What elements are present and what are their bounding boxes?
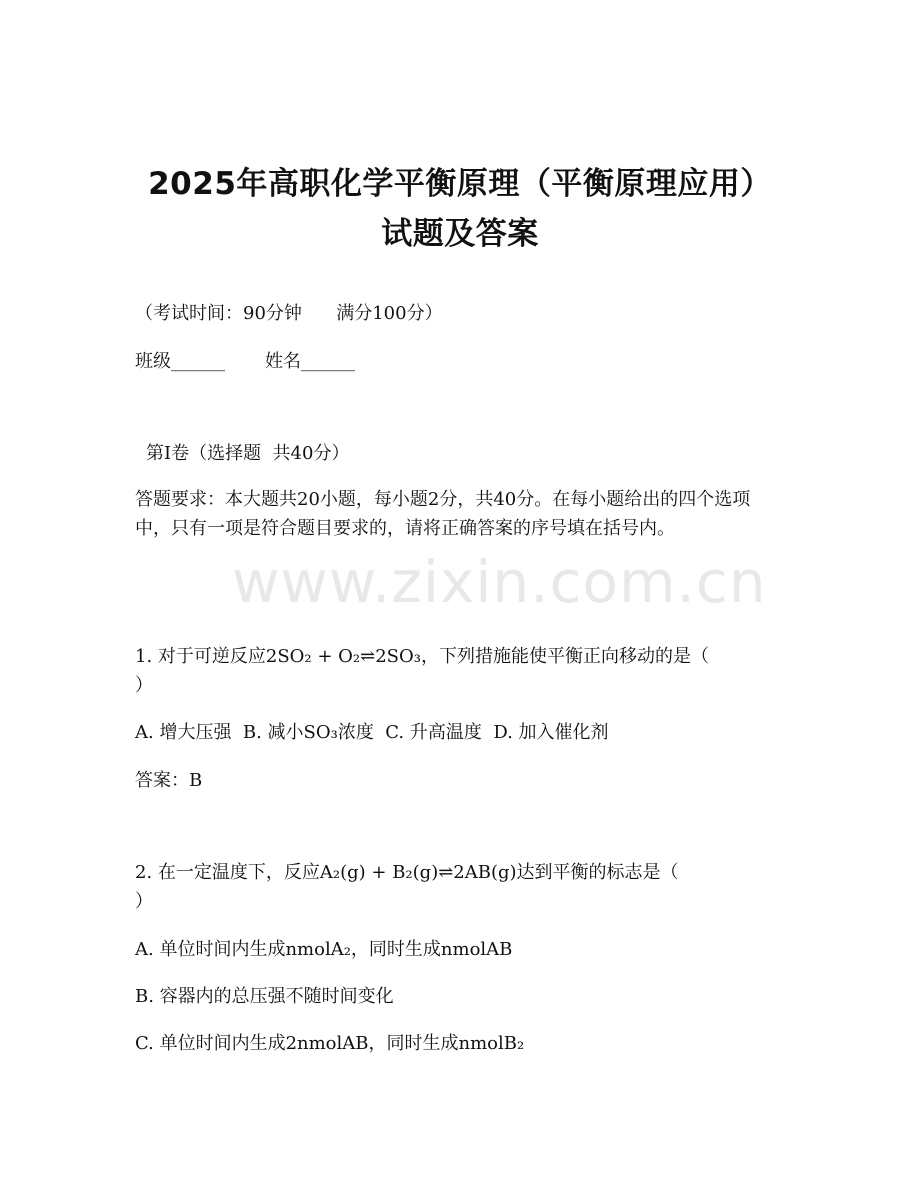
question-1-stem-cont: ） <box>135 675 153 696</box>
question-2-option-a: A. 单位时间内生成nmolA₂，同时生成nmolAB <box>135 939 513 960</box>
question-1-options: A. 增大压强 B. 减小SO₃浓度 C. 升高温度 D. 加入催化剂 <box>135 722 609 743</box>
instructions: 答题要求：本大题共20小题，每小题2分，共40分。在每小题给出的四个选项中，只有一项是符合题目要求的，请将正确答案的序号填在括号内。 <box>135 489 751 539</box>
doc-title-line2: 试题及答案 <box>381 216 539 252</box>
question-2-option-b: B. 容器内的总压强不随时间变化 <box>135 986 394 1007</box>
exam-info: （考试时间：90分钟 满分100分） <box>135 303 443 324</box>
section-heading: 第Ⅰ卷（选择题 共40分） <box>146 443 350 464</box>
class-name-line: 班级______ 姓名______ <box>135 351 356 372</box>
question-2-option-c: C. 单位时间内生成2nmolAB，同时生成nmolB₂ <box>135 1033 525 1054</box>
question-2-stem-cont: ） <box>135 891 153 912</box>
question-1-stem: 1. 对于可逆反应2SO₂ + O₂⇌2SO₃，下列措施能使平衡正向移动的是（ <box>135 646 709 667</box>
doc-title-line1: 2025年高职化学平衡原理（平衡原理应用） <box>148 166 772 202</box>
question-1-answer: 答案：B <box>135 770 203 791</box>
watermark: www.zixin.com.cn <box>232 548 767 616</box>
question-2-stem: 2. 在一定温度下，反应A₂(g) + B₂(g)⇌2AB(g)达到平衡的标志是（ <box>135 862 679 883</box>
